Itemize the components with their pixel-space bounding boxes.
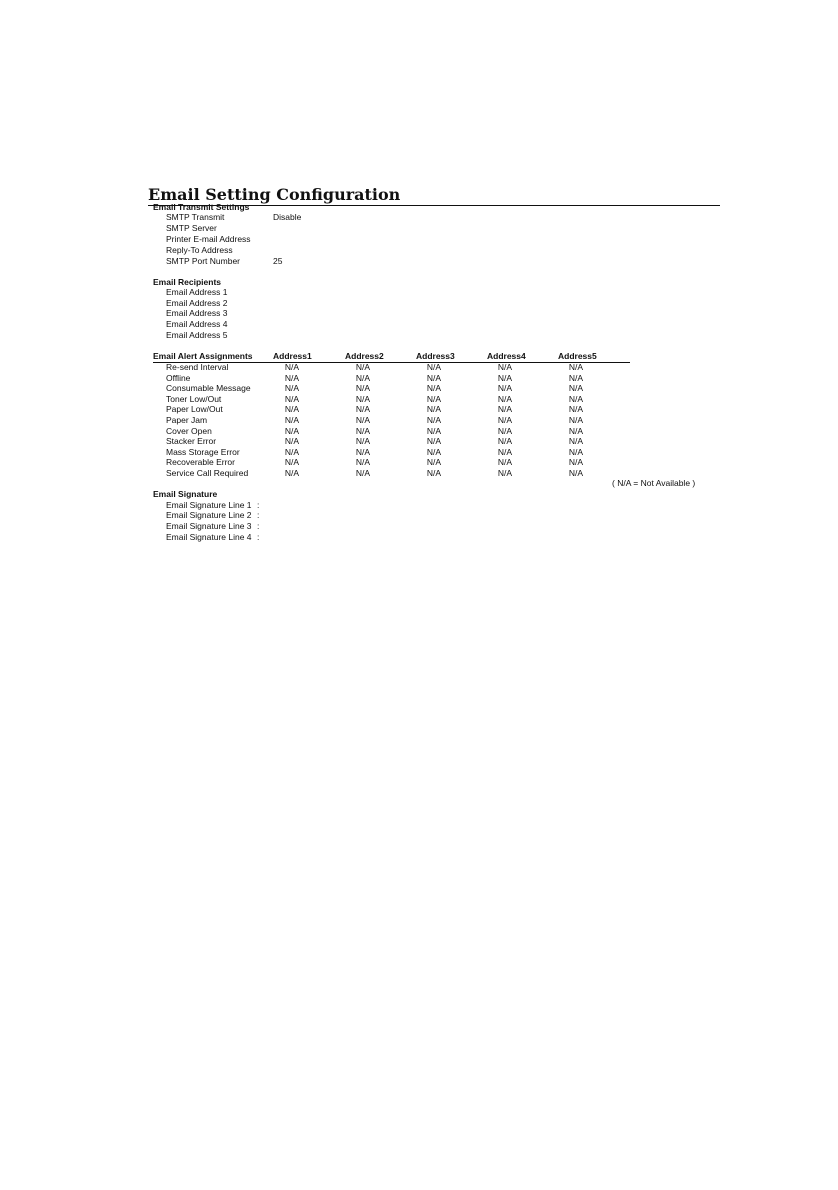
alert-cell-address3: N/A bbox=[426, 468, 442, 478]
alert-cell-address2: N/A bbox=[355, 426, 371, 436]
alert-row-label: Stacker Error bbox=[166, 436, 217, 446]
alert-cell-address2: N/A bbox=[355, 373, 371, 383]
page-title: Email Setting Configuration bbox=[148, 185, 401, 204]
col-address5: Address5 bbox=[558, 351, 597, 361]
alert-cell-address5: N/A bbox=[568, 447, 584, 457]
alert-cell-address2: N/A bbox=[355, 404, 371, 414]
alert-cell-address1: N/A bbox=[284, 415, 300, 425]
transmit-label-smtp-server: SMTP Server bbox=[166, 223, 217, 233]
alert-cell-address4: N/A bbox=[497, 415, 513, 425]
transmit-heading: Email Transmit Settings bbox=[153, 202, 250, 212]
alert-cell-address2: N/A bbox=[355, 415, 371, 425]
alert-cell-address3: N/A bbox=[426, 436, 442, 446]
alert-cell-address2: N/A bbox=[355, 457, 371, 467]
alert-cell-address3: N/A bbox=[426, 426, 442, 436]
alert-cell-address4: N/A bbox=[497, 468, 513, 478]
alert-row-label: Consumable Message bbox=[166, 383, 251, 393]
alert-cell-address4: N/A bbox=[497, 362, 513, 372]
signature-line-4-sep: : bbox=[257, 532, 260, 542]
alert-cell-address1: N/A bbox=[284, 447, 300, 457]
col-address2: Address2 bbox=[345, 351, 384, 361]
alert-cell-address3: N/A bbox=[426, 415, 442, 425]
col-address3: Address3 bbox=[416, 351, 455, 361]
alert-cell-address2: N/A bbox=[355, 447, 371, 457]
alert-cell-address4: N/A bbox=[497, 404, 513, 414]
alert-cell-address4: N/A bbox=[497, 457, 513, 467]
alert-cell-address4: N/A bbox=[497, 394, 513, 404]
alert-row-label: Service Call Required bbox=[166, 468, 249, 478]
alert-cell-address5: N/A bbox=[568, 457, 584, 467]
recipients-heading: Email Recipients bbox=[153, 277, 222, 287]
alert-cell-address3: N/A bbox=[426, 394, 442, 404]
transmit-label-smtp-port: SMTP Port Number bbox=[166, 256, 241, 266]
alert-row-label: Paper Jam bbox=[166, 415, 208, 425]
alert-cell-address5: N/A bbox=[568, 373, 584, 383]
alert-cell-address1: N/A bbox=[284, 383, 300, 393]
alert-cell-address3: N/A bbox=[426, 383, 442, 393]
transmit-label-smtp-transmit: SMTP Transmit bbox=[166, 212, 225, 222]
alert-cell-address5: N/A bbox=[568, 468, 584, 478]
recipient-address-2: Email Address 2 bbox=[166, 298, 228, 308]
signature-line-2-sep: : bbox=[257, 510, 260, 520]
signature-line-4-label: Email Signature Line 4 bbox=[166, 532, 252, 542]
alert-cell-address1: N/A bbox=[284, 436, 300, 446]
alert-cell-address3: N/A bbox=[426, 457, 442, 467]
alert-row-label: Recoverable Error bbox=[166, 457, 235, 467]
transmit-value-smtp-port: 25 bbox=[273, 256, 283, 266]
alert-cell-address3: N/A bbox=[426, 362, 442, 372]
recipient-address-3: Email Address 3 bbox=[166, 308, 228, 318]
transmit-label-printer-email: Printer E-mail Address bbox=[166, 234, 251, 244]
alert-cell-address4: N/A bbox=[497, 426, 513, 436]
alert-cell-address2: N/A bbox=[355, 468, 371, 478]
alert-cell-address2: N/A bbox=[355, 394, 371, 404]
alert-row-label: Re-send Interval bbox=[166, 362, 229, 372]
alert-cell-address1: N/A bbox=[284, 394, 300, 404]
alert-cell-address3: N/A bbox=[426, 447, 442, 457]
alert-cell-address5: N/A bbox=[568, 415, 584, 425]
alert-row-label: Paper Low/Out bbox=[166, 404, 223, 414]
recipient-address-1: Email Address 1 bbox=[166, 287, 228, 297]
alert-cell-address5: N/A bbox=[568, 394, 584, 404]
signature-line-1-label: Email Signature Line 1 bbox=[166, 500, 252, 510]
alert-cell-address3: N/A bbox=[426, 404, 442, 414]
alert-cell-address1: N/A bbox=[284, 426, 300, 436]
signature-heading: Email Signature bbox=[153, 489, 218, 499]
na-note: ( N/A = Not Available ) bbox=[612, 478, 696, 488]
alert-cell-address5: N/A bbox=[568, 436, 584, 446]
alert-cell-address1: N/A bbox=[284, 404, 300, 414]
alert-row-label: Toner Low/Out bbox=[166, 394, 222, 404]
alert-cell-address5: N/A bbox=[568, 383, 584, 393]
col-address1: Address1 bbox=[273, 351, 312, 361]
alert-cell-address1: N/A bbox=[284, 362, 300, 372]
alert-cell-address4: N/A bbox=[497, 373, 513, 383]
alert-cell-address5: N/A bbox=[568, 426, 584, 436]
transmit-value-smtp-transmit: Disable bbox=[273, 212, 302, 222]
signature-line-2-label: Email Signature Line 2 bbox=[166, 510, 252, 520]
alert-cell-address1: N/A bbox=[284, 468, 300, 478]
alert-cell-address1: N/A bbox=[284, 373, 300, 383]
recipient-address-5: Email Address 5 bbox=[166, 330, 228, 340]
transmit-label-reply-to: Reply-To Address bbox=[166, 245, 233, 255]
signature-line-1-sep: : bbox=[257, 500, 260, 510]
alert-cell-address1: N/A bbox=[284, 457, 300, 467]
alert-row-label: Cover Open bbox=[166, 426, 212, 436]
signature-line-3-label: Email Signature Line 3 bbox=[166, 521, 252, 531]
alert-row-label: Mass Storage Error bbox=[166, 447, 240, 457]
recipient-address-4: Email Address 4 bbox=[166, 319, 228, 329]
alert-cell-address4: N/A bbox=[497, 436, 513, 446]
alert-row-label: Offline bbox=[166, 373, 191, 383]
alert-cell-address4: N/A bbox=[497, 383, 513, 393]
alert-cell-address4: N/A bbox=[497, 447, 513, 457]
signature-line-3-sep: : bbox=[257, 521, 260, 531]
alert-cell-address3: N/A bbox=[426, 373, 442, 383]
alert-cell-address2: N/A bbox=[355, 362, 371, 372]
col-address4: Address4 bbox=[487, 351, 526, 361]
alert-cell-address2: N/A bbox=[355, 383, 371, 393]
alert-cell-address5: N/A bbox=[568, 362, 584, 372]
alert-cell-address5: N/A bbox=[568, 404, 584, 414]
alert-cell-address2: N/A bbox=[355, 436, 371, 446]
alert-heading: Email Alert Assignments bbox=[153, 351, 253, 361]
